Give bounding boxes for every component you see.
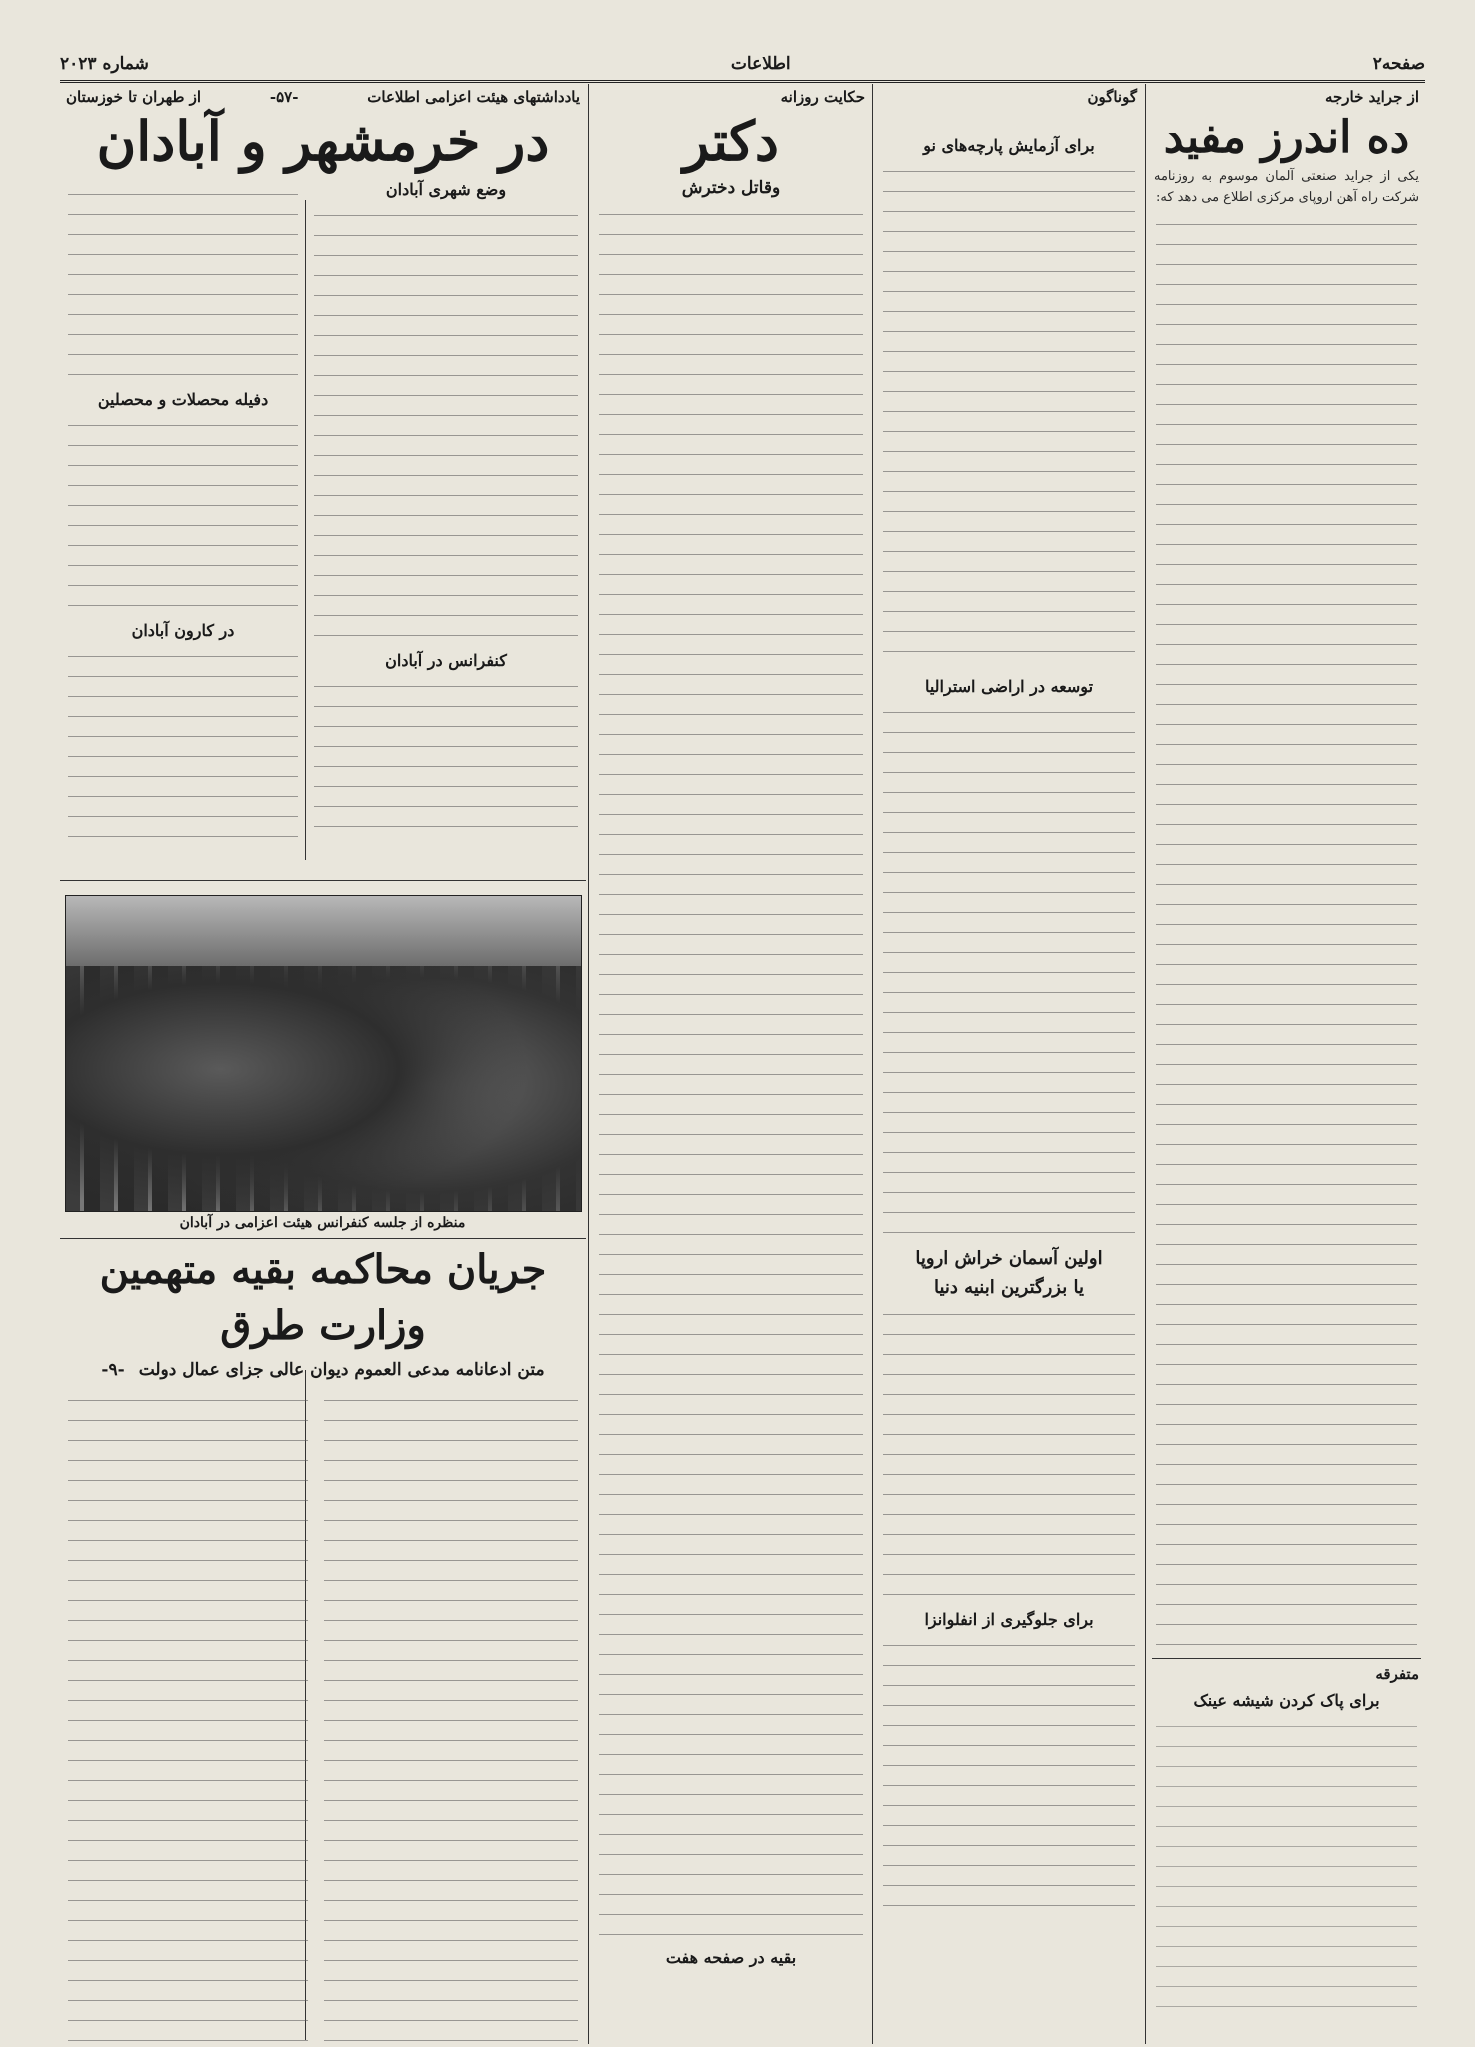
paper-name: اطلاعات [730,54,791,74]
australia-title: توسعه در اراضی استرالیا [924,677,1094,696]
travelogue-headline: در خرمشهر و آبادان [96,109,550,173]
abadan-city-title: وضع شهری آبادان [385,180,507,199]
column-miscellany [875,84,1143,2044]
skyscraper-subtitle: یا بزرگترین ابنیه دنیا [933,1277,1085,1298]
column-daily-story [591,84,871,2044]
left-column-body [68,182,298,382]
australia-body [883,700,1135,1240]
karun-abadan-title: در کارون آبادان [131,621,235,640]
skyscraper-body [883,1302,1135,1602]
glasses-title: برای پاک کردن شیشه عینک [1193,1691,1380,1710]
col2-kicker: گوناگون [1087,88,1137,106]
skyscraper-title: اولین آسمان خراش اروپا [915,1248,1103,1269]
trial-body-left [68,1388,308,2042]
masthead-rule [60,80,1425,83]
continued-on-page-seven: بقیه در صفحه هفت [665,1948,797,1967]
story-subhead: وقاتل دخترش [681,178,781,198]
story-body-text [599,202,863,1942]
trial-headline: جریان محاکمه بقیه متهمین وزارت طرق [99,1246,547,1349]
column-travelogue [60,84,586,864]
glasses-body-text [1156,1714,1417,2014]
influenza-title: برای جلوگیری از انفلوانزا [924,1610,1094,1629]
page-label: صفحه۲ [1372,54,1425,74]
col3-kicker: حکایت روزانه [780,88,865,106]
issue-label: شماره ۲۰۲۳ [60,54,149,74]
abadan-conference-body [314,674,578,834]
column-rule [588,84,589,2044]
abadan-conference-title: کنفرانس در آبادان [385,651,507,670]
influenza-body [883,1633,1135,1923]
advice-headline: ده اندرز مفید [1163,112,1410,163]
column-rule [872,84,873,2044]
trial-subhead: متن ادعانامه مدعی العموم دیوان عالی جزای عمال دولت [138,1360,545,1380]
trial-body-right [324,1388,578,2042]
student-parade-title: دفیله محصلات و محصلین [97,390,269,409]
travelogue-kicker: یادداشتهای هیئت اعزامی اطلاعات [367,88,580,106]
column-trial [60,1242,586,2042]
conference-photo [65,895,582,1212]
travelogue-route: از طهران تا خوزستان [66,88,202,106]
student-parade-body [68,413,298,613]
advice-intro: یکی از جراید صنعتی آلمان موسوم به روزنامه شرکت راه آهن اروپای مرکزی اطلاع می دهد که: [1154,169,1419,205]
advice-body-text [1156,212,1417,1652]
travelogue-number: -۵۷- [269,88,299,106]
karun-abadan-body [68,644,298,844]
masthead [60,52,1425,76]
abadan-city-body [314,203,578,643]
column-advice [1148,84,1425,2044]
col1-kicker: از جراید خارجه [1324,88,1419,106]
fabric-test-title: برای آزمایش پارچه‌های نو [923,136,1095,155]
misc-kicker: متفرقه [1375,1665,1419,1683]
column-rule [1145,84,1146,2044]
photo-caption: منظره از جلسه کنفرانس هیئت اعزامی در آبادان [179,1215,466,1231]
fabric-test-body [883,159,1135,669]
story-headline: دکتر [683,109,779,173]
trial-number: -۹- [101,1360,125,1380]
